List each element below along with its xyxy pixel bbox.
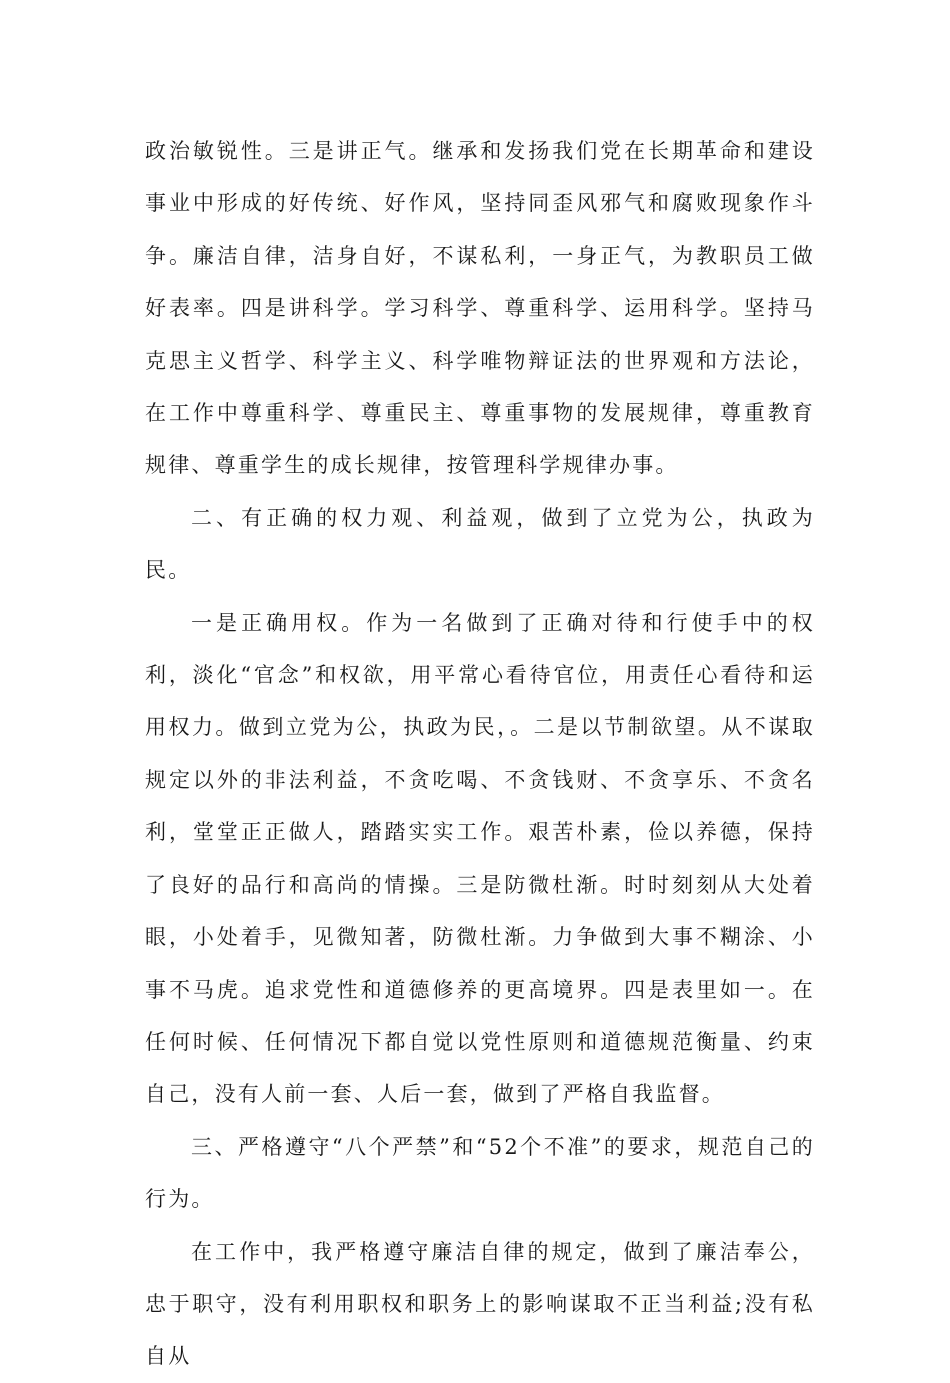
section-heading-3: 三、严格遵守“八个严禁”和“52个不准”的要求，规范自己的行为。 bbox=[145, 1134, 815, 1212]
section-heading-2: 二、有正确的权力观、利益观，做到了立党为公，执政为民。 bbox=[145, 505, 815, 583]
paragraph-correct-power: 一是正确用权。作为一名做到了正确对待和行使手中的权利，淡化“官念”和权欲，用平常心看待官位，用责任心看待和运用权力。做到立党为公，执政为民，。二是以节制欲望。从不谋取规定以外的非法利益，不贪吃喝、不贪钱财、不贪享乐、不贪名利，堂堂正正做人，踏踏实实工作。艰苦朴素，俭以养德，保持了良好的品行和高尚的情操。三是防微杜渐。时时刻刻从大处着眼，小处着手，见微知著，防微杜渐。力争做到大事不糊涂、小事不马虎。追求党性和道德修养的更高境界。四是表里如一。在任何时候、任何情况下都自觉以党性原则和道德规范衡量、约束自己，没有人前一套、人后一套，做到了严格自我监督。 bbox=[145, 610, 815, 1107]
paragraph-integrity-rules: 在工作中，我严格遵守廉洁自律的规定，做到了廉洁奉公，忠于职守，没有利用职权和职务上的影响谋取不正当利益;没有私自从 bbox=[145, 1239, 815, 1369]
body-text bbox=[145, 125, 815, 1383]
paragraph-continuation: 政治敏锐性。三是讲正气。继承和发扬我们党在长期革命和建设事业中形成的好传统、好作风，坚持同歪风邪气和腐败现象作斗争。廉洁自律，洁身自好，不谋私利，一身正气，为教职员工做好表率。四是讲科学。学习科学、尊重科学、运用科学。坚持马克思主义哲学、科学主义、科学唯物辩证法的世界观和方法论，在工作中尊重科学、尊重民主、尊重事物的发展规律，尊重教育规律、尊重学生的成长规律，按管理科学规律办事。 bbox=[145, 139, 815, 478]
